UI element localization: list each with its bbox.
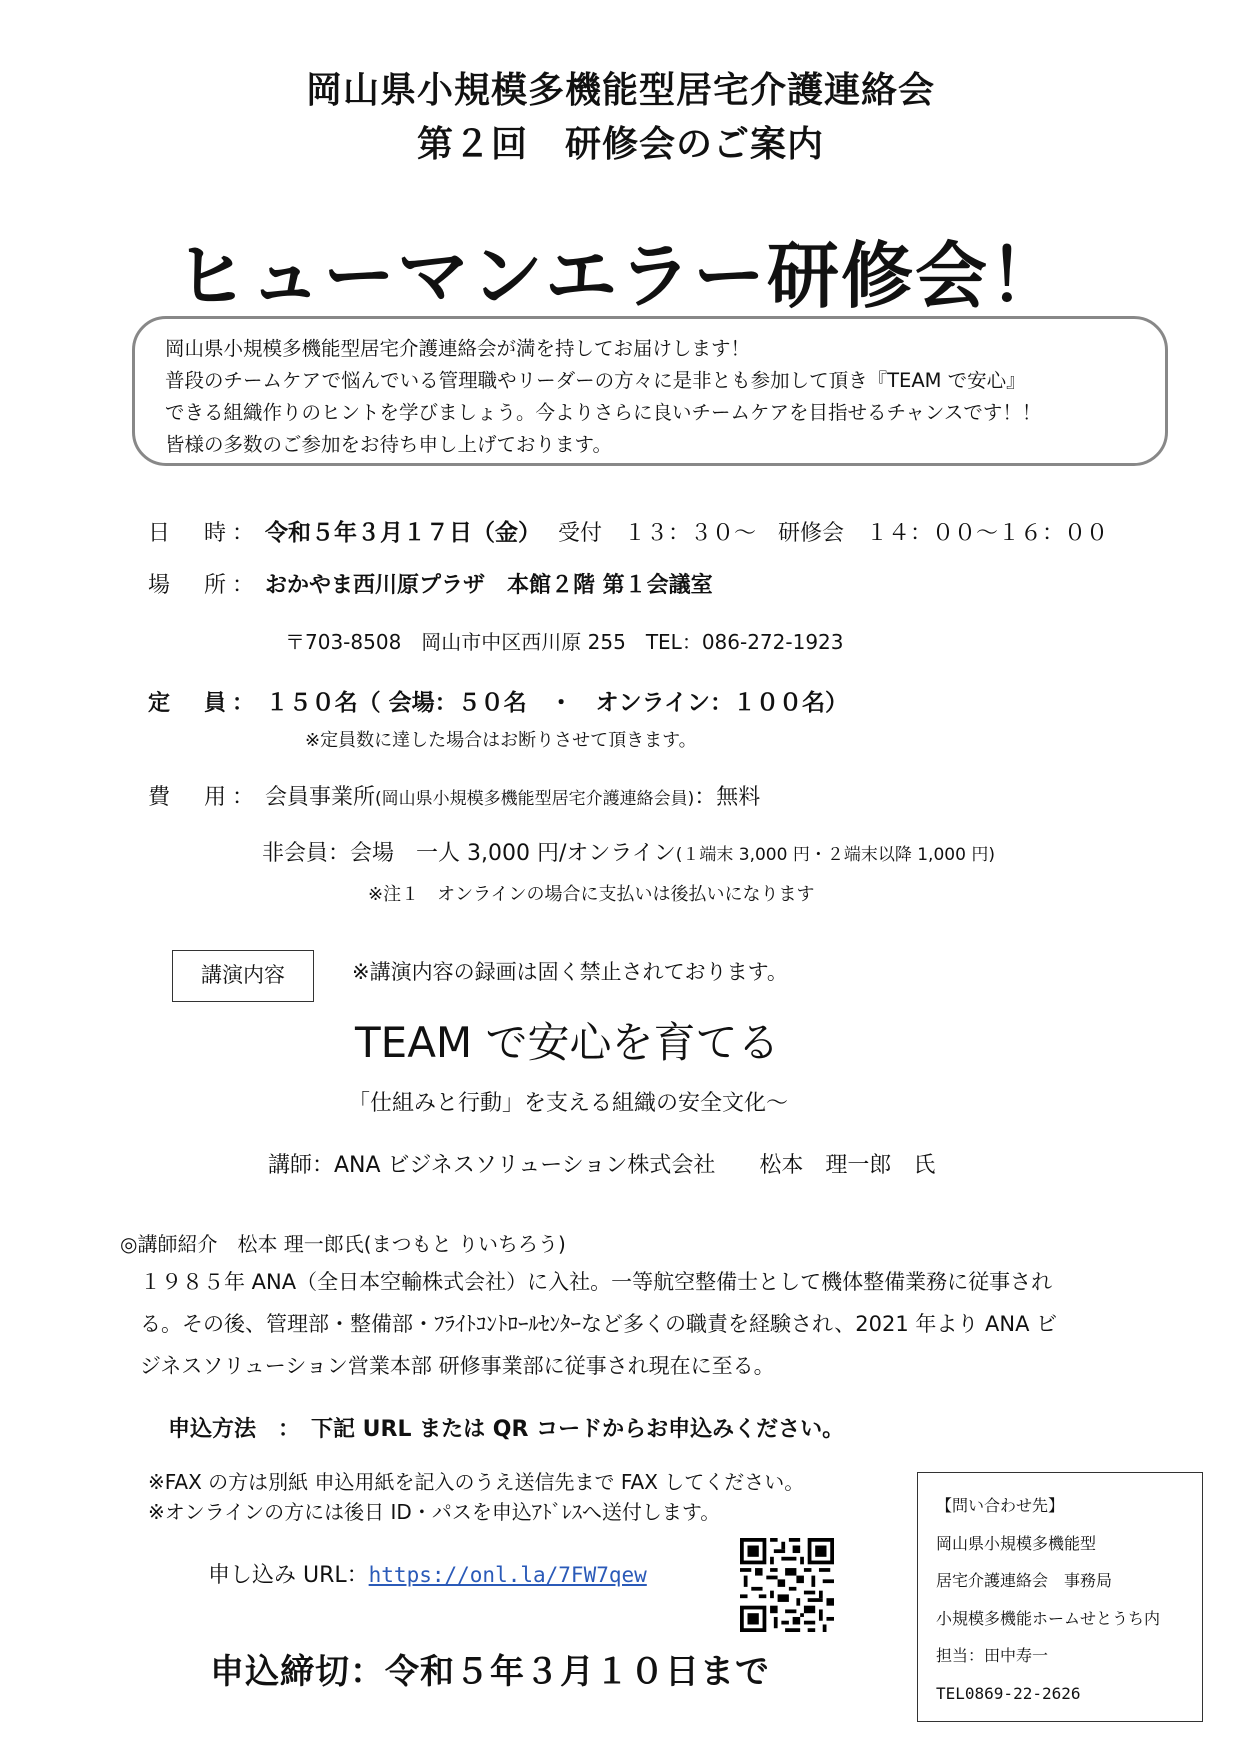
fee-member-prefix: 会員事業所 — [265, 785, 376, 810]
bio-heading: ◎講師紹介 松本 理一郎氏(まつもと りいちろう) — [120, 1232, 566, 1256]
application-note-online: ※オンラインの方には後日 ID・パスを申込ｱﾄﾞﾚｽへ送付します。 — [148, 1500, 721, 1524]
lecturer: 講師：ANA ビジネスソリューション株式会社 松本 理一郎 氏 — [268, 1153, 936, 1178]
fee-member-paren: (岡山県小規模多機能型居宅介護連絡会員) — [375, 789, 695, 809]
lecture-label-box: 講演内容 — [172, 950, 314, 1002]
datetime-row — [148, 514, 1108, 547]
contact-phone: TEL0869-22-2626 — [936, 1683, 1081, 1703]
intro-line: できる組織作りのヒントを学びましょう。今よりさらに良いチームケアを目指せるチャンスです！！ — [165, 401, 1042, 424]
qr-code-icon[interactable] — [740, 1538, 834, 1632]
contact-line: 担当：田中寿一 — [936, 1646, 1049, 1665]
header-subtitle: 第２回 研修会のご案内 — [416, 124, 824, 165]
fee-member-value: ：無料 — [694, 785, 761, 810]
fee-nonmember-prefix: 非会員：会場 一人 3,000 円/オンライン — [262, 841, 676, 866]
bio-line: る。その後、管理部・整備部・ﾌﾗｲﾄｺﾝﾄﾛｰﾙｾﾝﾀｰなど多くの職責を経験され、2021 年より ANA ビ — [140, 1312, 1058, 1336]
capacity-row — [148, 684, 848, 717]
datetime-label: 日 時： — [148, 521, 261, 546]
capacity-value: １５０名（ 会場：５０名 ・ オンライン：１００名） — [265, 690, 848, 716]
application-note-fax: ※FAX の方は別紙 申込用紙を記入のうえ送信先まで FAX してください。 — [148, 1470, 805, 1494]
fee-note: ※注１ オンラインの場合に支払いは後払いになります — [368, 884, 815, 905]
application-method: 申込方法 ： 下記 URL または QR コードからお申込みください。 — [168, 1417, 845, 1442]
contact-line: 【問い合わせ先】 — [936, 1496, 1065, 1515]
main-title: ヒューマンエラー研修会！ — [175, 234, 1064, 318]
contact-line: 居宅介護連絡会 事務局 — [936, 1571, 1113, 1590]
venue-name: おかやま西川原プラザ 本館２階 第１会議室 — [265, 573, 713, 598]
intro-box — [132, 316, 1168, 466]
capacity-note: ※定員数に達した場合はお断りさせて頂きます。 — [305, 730, 697, 751]
contact-line: 岡山県小規模多機能型 — [936, 1533, 1097, 1553]
fee-nonmember-paren: (１端末 3,000 円・２端末以降 1,000 円) — [675, 845, 995, 865]
datetime-detail: 受付 １３：３０～ 研修会 １４：００～１６：００ — [558, 521, 1109, 546]
fee-nonmember-row — [262, 836, 995, 867]
venue-row — [148, 568, 713, 599]
intro-line: 普段のチームケアで悩んでいる管理職やリーダーの方々に是非とも参加して頂き『TEAM で安心』 — [165, 369, 1026, 392]
application-url-row — [208, 1558, 647, 1589]
intro-line: 岡山県小規模多機能型居宅介護連絡会が満を持してお届けします！ — [165, 337, 751, 360]
datetime-date: 令和５年３月１７日（金） — [265, 520, 541, 546]
deadline: 申込締切：令和５年３月１０日まで — [210, 1652, 770, 1692]
application-url-link[interactable]: https://onl.la/7FW7qew — [368, 1563, 647, 1587]
fee-row — [148, 780, 760, 811]
capacity-label: 定 員： — [148, 691, 261, 716]
header-title: 岡山県小規模多機能型居宅介護連絡会 — [305, 70, 935, 111]
venue-address: 〒703-8508 岡山市中区西川原 255 TEL：086-272-1923 — [285, 630, 844, 654]
bio-line: ジネスソリューション営業本部 研修事業部に従事され現在に至る。 — [140, 1354, 775, 1378]
venue-label: 場 所： — [148, 573, 261, 598]
intro-line: 皆様の多数のご参加をお待ち申し上げております。 — [165, 433, 612, 456]
contact-line: 小規模多機能ホームせとうち内 — [936, 1608, 1161, 1628]
bio-line: １９８５年 ANA（全日本空輸株式会社）に入社。一等航空整備士として機体整備業務に従事され — [140, 1270, 1053, 1294]
url-label: 申し込み URL： — [208, 1563, 369, 1588]
fee-label: 費 用： — [148, 785, 261, 810]
contact-box — [917, 1472, 1203, 1722]
lecture-title: TEAM で安心を育てる — [355, 1018, 780, 1067]
lecture-subtitle: 「仕組みと行動」を支える組織の安全文化～ — [348, 1091, 789, 1116]
recording-note: ※講演内容の録画は固く禁止されております。 — [352, 960, 788, 984]
